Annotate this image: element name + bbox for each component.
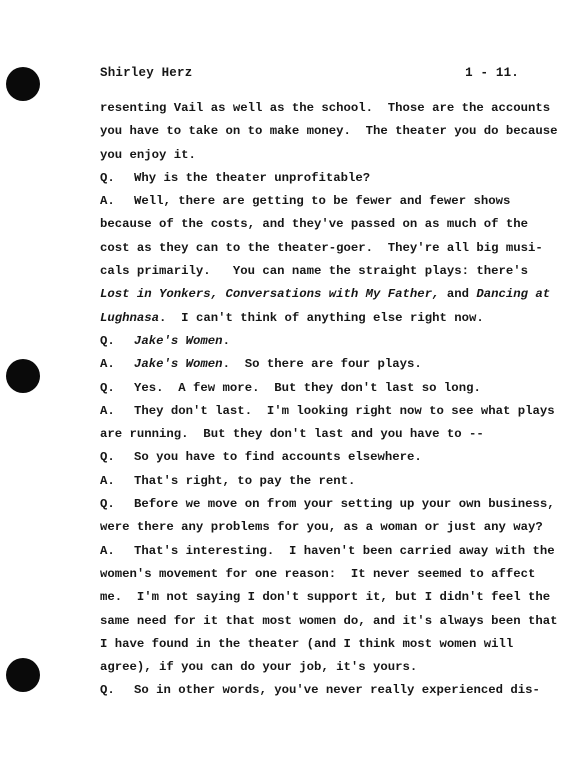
line-text: So you have to find accounts elsewhere. [134,450,422,465]
answer-line [100,190,520,213]
answer-line [100,540,555,563]
answer-line [100,470,520,493]
punch-hole [6,658,40,692]
line-text: Why is the theater unprofitable? [134,170,371,185]
transcript-body [100,97,558,703]
speaker-tag: Q. [100,497,115,512]
text-line: same need for it that most women do, and it's always been that [100,613,558,628]
speaker-tag: Q. [100,380,115,395]
text-line: agree), if you can do your job, it's yours. [100,660,418,675]
line-text: . So there are four plays. [222,357,422,372]
speaker-tag: A. [100,543,115,558]
text-line: you enjoy it. [100,147,196,162]
speaker-tag: A. [100,194,115,209]
line-text: . I can't think of anything else right now. [159,310,484,325]
answer-line [100,353,520,376]
text-line: me. I'm not saying I don't support it, but I didn't feel the [100,590,551,605]
line-text: and [439,287,477,302]
line-text: Yes. A few more. But they don't last so long. [134,380,481,395]
text-line: were there any problems for you, as a woman or just any way? [100,520,543,535]
line-text: Well, there are getting to be fewer and fewer shows [134,194,511,209]
play-title: Lughnasa [100,310,160,325]
play-title: Jake's Women [134,357,223,372]
text-line [100,307,520,330]
text-line: because of the costs, and they've passed on as much of the [100,217,529,232]
text-line: women's movement for one reason: It never seemed to affect [100,566,536,581]
text-line: are running. But they don't last and you have to -- [100,427,484,442]
line-text: Before we move on from your setting up your own business, [134,497,555,512]
question-line [100,377,520,400]
question-line [100,330,520,353]
punch-hole [6,359,40,393]
interviewee-name: Shirley Herz [100,66,193,80]
speaker-tag: Q. [100,683,115,698]
text-line: cals primarily. You can name the straight plays: there's [100,264,529,279]
speaker-tag: Q. [100,333,115,348]
question-line [100,493,555,516]
punch-hole [6,67,40,101]
play-title: Lost in Yonkers, Conversations with My Father, [100,287,440,302]
text-line: you have to take on to make money. The theater you do because [100,124,558,139]
line-text: That's interesting. I haven't been carried away with the [134,543,555,558]
line-text: So in other words, you've never really experienced dis- [134,683,540,698]
line-text: . [222,333,230,348]
speaker-tag: A. [100,403,115,418]
line-text: They don't last. I'm looking right now to see what plays [134,403,555,418]
line-text: That's right, to pay the rent. [134,473,356,488]
text-line [100,283,551,306]
page-header [100,66,519,80]
speaker-tag: Q. [100,170,115,185]
text-line: I have found in the theater (and I think most women will [100,636,514,651]
play-title: Dancing at [476,287,551,302]
question-line [100,446,520,469]
speaker-tag: Q. [100,450,115,465]
text-line: cost as they can to the theater-goer. They're all big musi- [100,240,543,255]
question-line [100,167,520,190]
page-number: 1 - 11. [465,66,519,80]
speaker-tag: A. [100,473,115,488]
speaker-tag: A. [100,357,115,372]
answer-line [100,400,555,423]
text-line: resenting Vail as well as the school. Those are the accounts [100,101,551,115]
question-line [100,679,540,702]
play-title: Jake's Women [134,333,223,348]
